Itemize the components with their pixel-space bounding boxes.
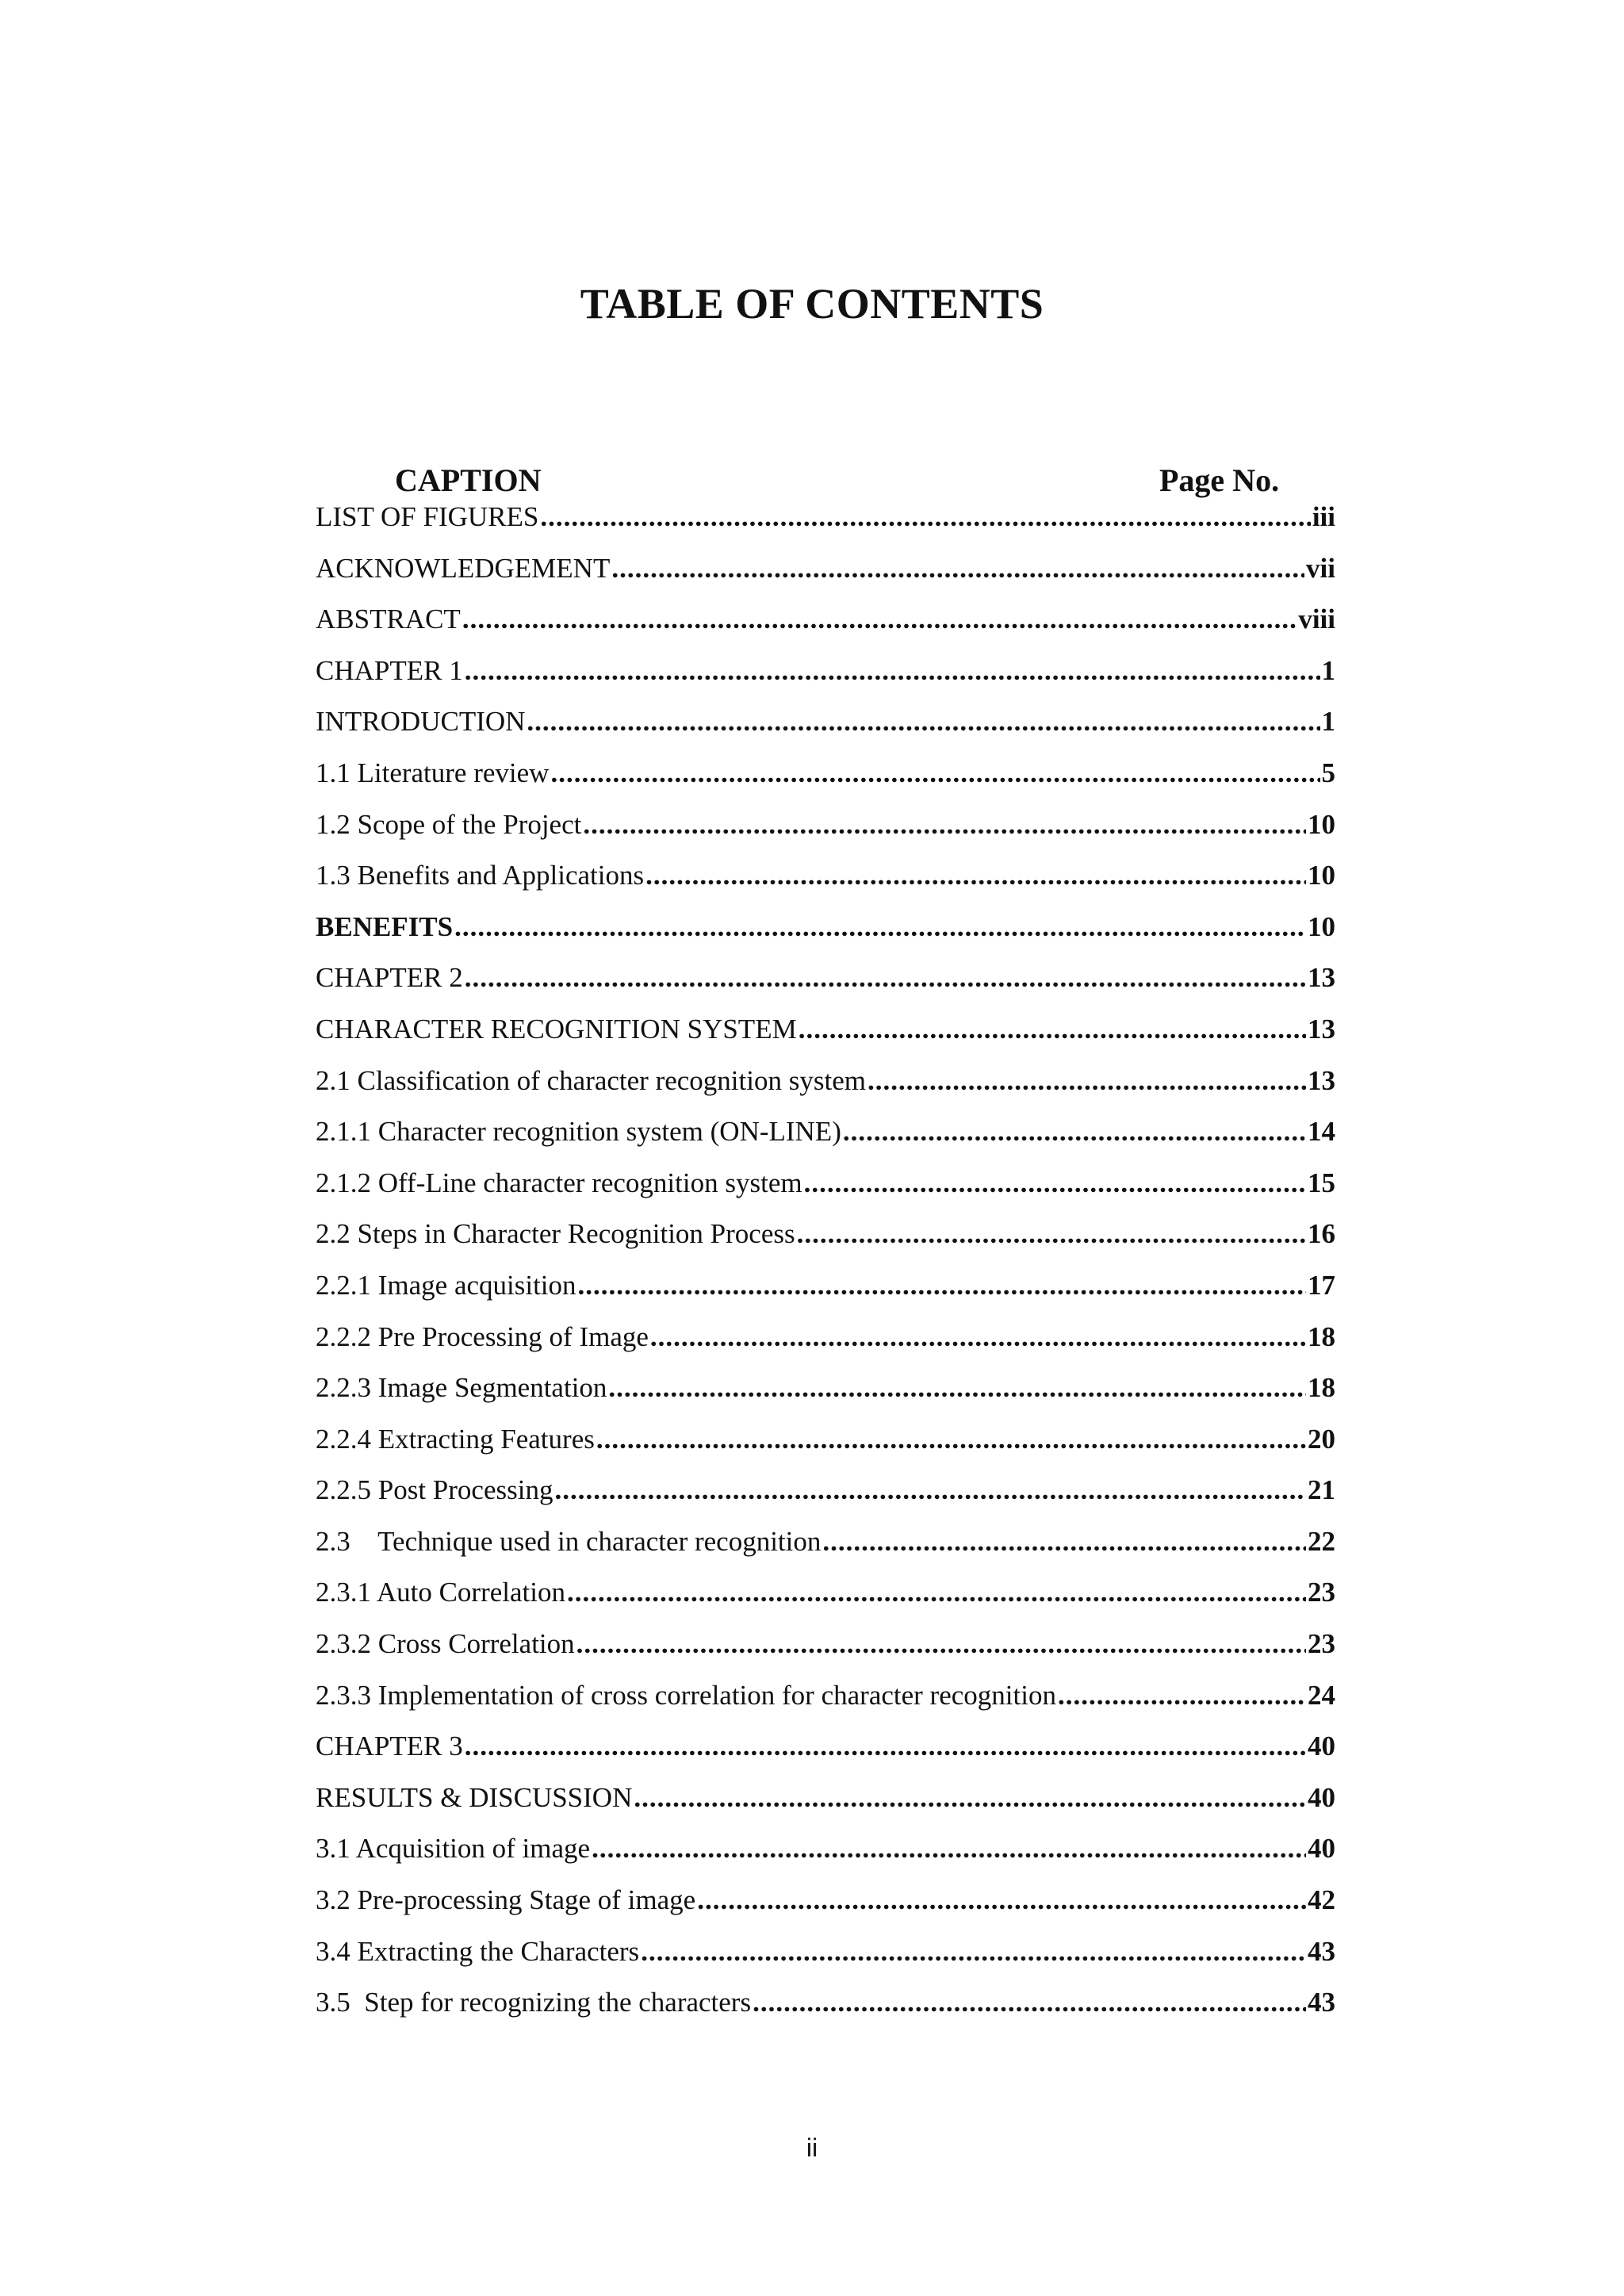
dot-leader: [822, 1526, 1306, 1558]
toc-entry[interactable]: [316, 1167, 1335, 1219]
toc-entry-page-number: iii: [1312, 501, 1335, 532]
toc-entry[interactable]: [316, 1628, 1335, 1680]
toc-entry-page-number: 24: [1308, 1679, 1335, 1711]
dot-leader: [554, 1474, 1306, 1506]
dot-leader: [592, 1833, 1306, 1865]
toc-entry[interactable]: [316, 1936, 1335, 1987]
dot-leader: [465, 1731, 1306, 1762]
toc-entry[interactable]: [316, 860, 1335, 911]
toc-entry-label: CHARACTER RECOGNITION SYSTEM: [316, 1013, 797, 1045]
dot-leader: [641, 1936, 1306, 1968]
toc-entry-label: INTRODUCTION: [316, 706, 526, 738]
dot-leader: [527, 706, 1320, 738]
page-title: TABLE OF CONTENTS: [580, 280, 1044, 328]
dot-leader: [578, 1270, 1306, 1301]
dot-leader: [611, 553, 1304, 585]
toc-entry-label: ABSTRACT: [316, 604, 461, 635]
dot-leader: [868, 1065, 1306, 1097]
toc-entry-page-number: 10: [1308, 910, 1335, 942]
toc-entry-label: 2.2.3 Image Segmentation: [316, 1372, 607, 1404]
dot-leader: [540, 501, 1310, 533]
toc-entry-label: 3.2 Pre-processing Stage of image: [316, 1884, 696, 1916]
toc-entry-label: 1.3 Benefits and Applications: [316, 860, 645, 891]
toc-entry[interactable]: [316, 1065, 1335, 1117]
toc-entry-label: 2.1.2 Off-Line character recognition system: [316, 1167, 802, 1198]
toc-entry[interactable]: [316, 1372, 1335, 1424]
toc-entry-page-number: 13: [1308, 962, 1335, 994]
dot-leader: [804, 1167, 1306, 1199]
dot-leader: [645, 860, 1306, 891]
dot-leader: [583, 809, 1306, 841]
dot-leader: [462, 604, 1297, 635]
toc-entry-label: 2.1 Classification of character recognition system: [316, 1064, 866, 1096]
toc-entry-page-number: 21: [1308, 1474, 1335, 1506]
dot-leader: [454, 911, 1306, 943]
toc-entry-label: 1.2 Scope of the Project: [316, 808, 582, 840]
toc-entry-page-number: 5: [1321, 757, 1335, 788]
dot-leader: [650, 1321, 1306, 1353]
toc-entry-label: 2.2.4 Extracting Features: [316, 1423, 595, 1455]
dot-leader: [550, 757, 1320, 789]
toc-entry-page-number: 23: [1308, 1577, 1335, 1608]
page-folio: ii: [806, 2133, 818, 2162]
toc-entry[interactable]: [316, 1321, 1335, 1373]
toc-entry-page-number: 16: [1308, 1218, 1335, 1250]
page-number-column-header: Page No.: [1159, 462, 1280, 498]
toc-entry[interactable]: [316, 1270, 1335, 1321]
toc-entry-label: 2.1.1 Character recognition system (ON-LINE): [316, 1116, 841, 1148]
toc-entry[interactable]: [316, 1833, 1335, 1884]
dot-leader: [576, 1628, 1306, 1660]
toc-entry-page-number: 40: [1308, 1731, 1335, 1762]
toc-entry-page-number: 1: [1321, 654, 1335, 686]
toc-entry-page-number: 43: [1308, 1987, 1335, 2018]
dot-leader: [465, 962, 1306, 994]
toc-entry-label: 2.3 Technique used in character recognition: [316, 1525, 822, 1557]
toc-entry-label: 2.3.2 Cross Correlation: [316, 1628, 575, 1660]
toc-entry-label: 3.5 Step for recognizing the characters: [316, 1987, 752, 2018]
toc-entry[interactable]: [316, 962, 1335, 1014]
toc-entry[interactable]: [316, 501, 1335, 553]
toc-entry-label: 2.2.5 Post Processing: [316, 1474, 553, 1506]
toc-entry[interactable]: [316, 1577, 1335, 1628]
toc-entry-page-number: 42: [1308, 1884, 1335, 1916]
toc-entry-label: 3.4 Extracting the Characters: [316, 1935, 640, 1967]
toc-entry-page-number: 17: [1308, 1269, 1335, 1301]
toc-entry[interactable]: [316, 1884, 1335, 1936]
toc-entry[interactable]: [316, 911, 1335, 963]
toc-entry[interactable]: [316, 1014, 1335, 1065]
toc-entry[interactable]: [316, 1680, 1335, 1731]
toc-entry[interactable]: [316, 757, 1335, 809]
toc-entry[interactable]: [316, 706, 1335, 757]
toc-entry-label: 1.1 Literature review: [316, 757, 550, 788]
toc-entry-label: CHAPTER 2: [316, 962, 463, 994]
toc-entry[interactable]: [316, 1526, 1335, 1577]
dot-leader: [1058, 1680, 1306, 1711]
toc-entry-label: CHAPTER 1: [316, 654, 463, 686]
dot-leader: [697, 1884, 1306, 1916]
toc-entry-label: 2.2 Steps in Character Recognition Process: [316, 1218, 795, 1250]
toc-entry[interactable]: [316, 655, 1335, 707]
toc-entry-page-number: 18: [1308, 1372, 1335, 1404]
toc-entry-label: CHAPTER 3: [316, 1731, 463, 1762]
toc-list: [316, 501, 1335, 2038]
toc-entry-page-number: 43: [1308, 1935, 1335, 1967]
toc-entry-page-number: vii: [1306, 552, 1335, 584]
dot-leader: [799, 1014, 1306, 1045]
toc-entry-label: 2.2.2 Pre Processing of Image: [316, 1320, 649, 1352]
toc-entry-page-number: 18: [1308, 1320, 1335, 1352]
dot-leader: [567, 1577, 1306, 1608]
toc-entry-page-number: 20: [1308, 1423, 1335, 1455]
toc-entry-page-number: 14: [1308, 1116, 1335, 1148]
toc-entry-page-number: 10: [1308, 808, 1335, 840]
toc-entry[interactable]: [316, 1987, 1335, 2038]
dot-leader: [465, 655, 1320, 687]
toc-entry-page-number: 10: [1308, 860, 1335, 891]
dot-leader: [608, 1372, 1306, 1404]
toc-entry-page-number: 13: [1308, 1064, 1335, 1096]
toc-entry-page-number: 22: [1308, 1525, 1335, 1557]
toc-entry-page-number: 13: [1308, 1013, 1335, 1045]
toc-entry-label: 2.2.1 Image acquisition: [316, 1269, 576, 1301]
toc-entry-page-number: 1: [1321, 706, 1335, 738]
toc-entry[interactable]: [316, 1474, 1335, 1526]
toc-entry-label: LIST OF FIGURES: [316, 501, 539, 532]
toc-entry[interactable]: [316, 1116, 1335, 1167]
toc-entry[interactable]: [316, 1218, 1335, 1270]
dot-leader: [753, 1987, 1306, 2018]
dot-leader: [843, 1116, 1306, 1148]
dot-leader: [596, 1424, 1306, 1455]
toc-entry-page-number: 40: [1308, 1781, 1335, 1813]
toc-entry[interactable]: [316, 1782, 1335, 1834]
toc-entry-label: ACKNOWLEDGEMENT: [316, 552, 611, 584]
dot-leader: [634, 1782, 1306, 1814]
toc-entry[interactable]: [316, 604, 1335, 655]
caption-column-header: CAPTION: [395, 462, 542, 498]
toc-entry-label: 3.1 Acquisition of image: [316, 1833, 591, 1865]
toc-entry-label: 2.3.3 Implementation of cross correlation for character recognition: [316, 1679, 1056, 1711]
dot-leader: [797, 1218, 1306, 1250]
toc-entry-label: BENEFITS: [316, 910, 454, 942]
toc-entry[interactable]: [316, 1424, 1335, 1475]
toc-entry[interactable]: [316, 1731, 1335, 1782]
toc-entry-page-number: 40: [1308, 1833, 1335, 1865]
toc-entry-label: 2.3.1 Auto Correlation: [316, 1577, 565, 1608]
toc-entry-page-number: 15: [1308, 1167, 1335, 1198]
toc-entry[interactable]: [316, 809, 1335, 861]
toc-entry-page-number: 23: [1308, 1628, 1335, 1660]
toc-entry-label: RESULTS & DISCUSSION: [316, 1781, 633, 1813]
toc-entry-page-number: viii: [1298, 604, 1335, 635]
toc-entry[interactable]: [316, 553, 1335, 604]
